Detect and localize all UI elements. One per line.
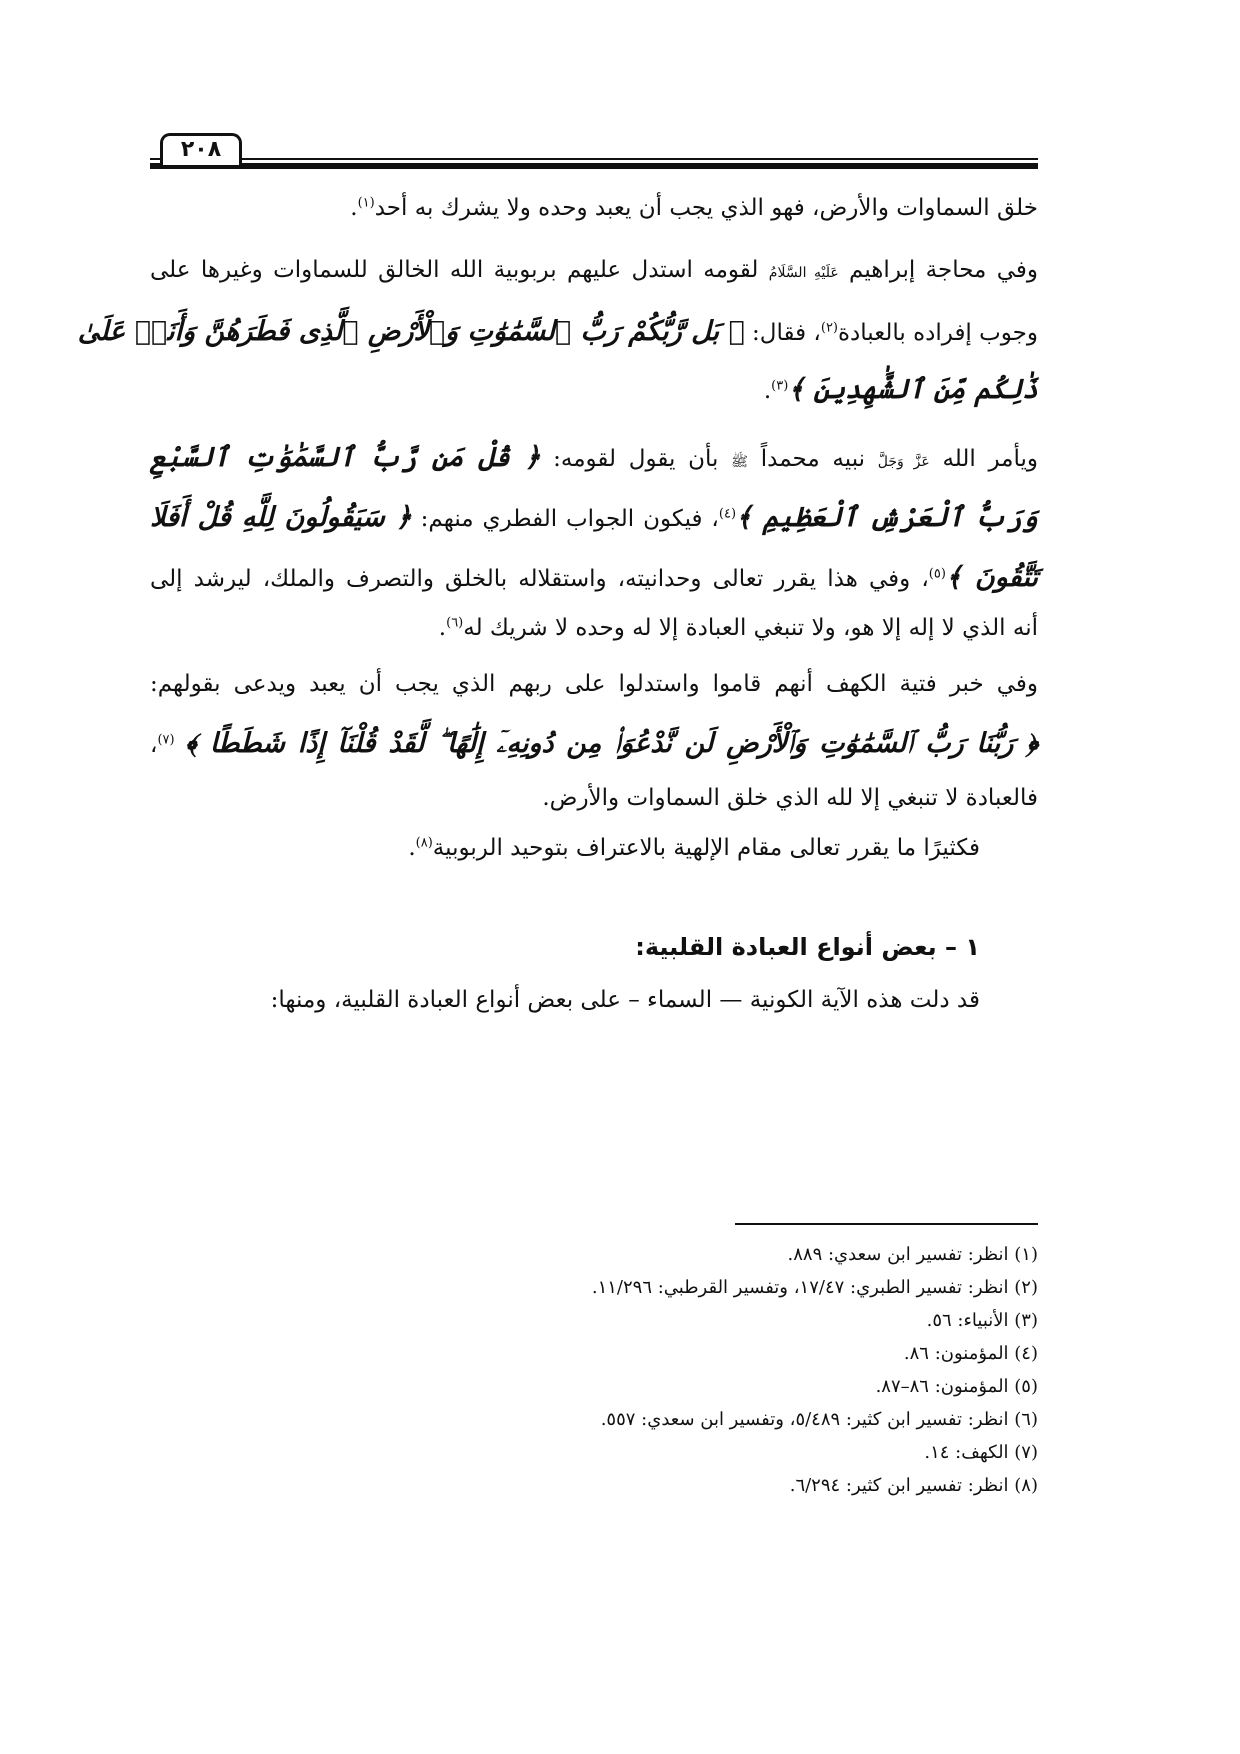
text-line: ذَٰلِكُم مِّنَ ٱلشَّٰهِدِينَ ﴾$^{(٣)}$.	[763, 374, 1038, 405]
header-rule-thick	[150, 163, 1038, 169]
quran-verse: ﴿ رَبُّنَا رَبُّ ٱلسَّمَٰوَٰتِ وَٱلْأَرْضِ لَن نَّدْعُوَا۟ مِن دُونِهِۦٓ إِلَٰهًا ۖ لَّقَدْ قُلْنَآ إِذًا شَطَطًا ﴾	[185, 728, 1039, 759]
quran-verse: ذَٰلِكُم مِّنَ ٱلشَّٰهِدِينَ ﴾	[788, 374, 1038, 405]
text-line: وفي محاجة إبراهيم عَلَيْهِ السَّلَامُ لقومه استدل عليهم بربوبية الله الخالق للسماوات وغيرها على	[150, 257, 1039, 283]
text-line: وفي خبر فتية الكهف أنهم قاموا واستدلوا على ربهم الذي يجب أن يعبد ويدعى بقولهم:	[150, 671, 1038, 697]
footnote-separator	[735, 1223, 1038, 1225]
text-line: قد دلت هذه الآية الكونية — السماء – على بعض أنواع العبادة القلبية، ومنها:	[270, 987, 980, 1013]
quran-verse: وَرَبُّ ٱلْعَرْشِ ٱلْعَظِيمِ ﴾	[736, 502, 1038, 533]
footnote-item: (٦) انظر: تفسير ابن كثير: ٥/٤٨٩، وتفسير ابن سعدي: ٥٥٧.	[600, 1409, 1038, 1430]
text-line: أنه الذي لا إله إلا هو، ولا تنبغي العبادة إلا له وحده لا شريك له$^{(٦)}$.	[438, 615, 1038, 641]
footnote-item: (٢) انظر: تفسير الطبري: ١٧/٤٧، وتفسير القرطبي: ١١/٢٩٦.	[591, 1277, 1038, 1298]
footnote-item: (١) انظر: تفسير ابن سعدي: ٨٨٩.	[787, 1244, 1038, 1265]
footnote-ref[interactable]: (٦)	[446, 615, 464, 631]
footnote-ref[interactable]: (٢)	[820, 320, 838, 336]
honorific: ﷺ	[731, 454, 749, 470]
text-line: تَتَّقُونَ ﴾$^{(٥)}$، وفي هذا يقرر تعالى وحدانيته، واستقلاله بالخلق والتصرف والملك، ليرشد إلى	[150, 562, 1038, 593]
footnote-ref[interactable]: (٤)	[718, 506, 737, 522]
footnote-item: (٧) الكهف: ١٤.	[924, 1442, 1038, 1463]
quran-verse: تَتَّقُونَ ﴾	[945, 562, 1038, 593]
footnote-ref[interactable]: (٣)	[771, 378, 789, 394]
text-line: فالعبادة لا تنبغي إلا لله الذي خلق السماوات والأرض.	[542, 785, 1038, 811]
text-line: ويأمر الله عَزَّ وَجَلَّ نبيه محمداً ﷺ بأن يقول لقومه: ﴿ قُلْ مَن رَّبُّ ٱلسَّمَٰوَٰتِ ٱلسَّبْعِ	[150, 442, 1039, 473]
quran-verse: ﴿ سَيَقُولُونَ لِلَّهِ قُلْ أَفَلَا	[150, 502, 412, 533]
honorific: عَزَّ وَجَلَّ	[877, 454, 930, 470]
footnote-item: (٤) المؤمنون: ٨٦.	[903, 1343, 1038, 1364]
text-line: ﴿ رَبُّنَا رَبُّ ٱلسَّمَٰوَٰتِ وَٱلْأَرْضِ لَن نَّدْعُوَا۟ مِن دُونِهِۦٓ إِلَٰهًا ۖ لَّقَدْ قُلْنَآ إِذًا شَطَطًا ﴾ $^{(٧)}$،	[150, 728, 1039, 759]
footnote-item: (٣) الأنبياء: ٥٦.	[926, 1310, 1038, 1331]
footnote-ref[interactable]: (٥)	[928, 566, 946, 582]
footnote-ref[interactable]: (٨)	[415, 835, 433, 851]
text-line: وجوب إفراده بالعبادة$^{(٢)}$، فقال: ﴿ بَل رَّبُّكُمْ رَبُّ ٱلسَّمَٰوَٰتِ وَٱلْأَرْضِ ٱلَّذِى فَطَرَهُنَّ وَأَنَا۠ عَلَىٰ	[77, 316, 1038, 347]
text-line: وَرَبُّ ٱلْعَرْشِ ٱلْعَظِيمِ ﴾$^{(٤)}$، فيكون الجواب الفطري منهم: ﴿ سَيَقُولُونَ لِلَّهِ قُلْ أَفَلَا	[150, 502, 1038, 533]
header-rule-thin	[150, 158, 1038, 160]
footnote-ref[interactable]: (١)	[357, 195, 375, 211]
page-number: ٢٠٨	[160, 133, 242, 165]
footnote-item: (٨) انظر: تفسير ابن كثير: ٦/٢٩٤.	[789, 1475, 1038, 1496]
quran-verse: ﴿ قُلْ مَن رَّبُّ ٱلسَّمَٰوَٰتِ ٱلسَّبْعِ	[150, 442, 541, 473]
honorific: عَلَيْهِ السَّلَامُ	[768, 265, 839, 281]
quran-verse: ﴿ بَل رَّبُّكُمْ رَبُّ ٱلسَّمَٰوَٰتِ وَٱلْأَرْضِ ٱلَّذِى فَطَرَهُنَّ وَأَنَا۠ عَلَىٰ	[77, 316, 745, 347]
section-heading: ١ – بعض أنواع العبادة القلبية:	[635, 933, 980, 961]
text-line: خلق السماوات والأرض، فهو الذي يجب أن يعبد وحده ولا يشرك به أحد$^{(١)}$.	[350, 195, 1038, 221]
text-line: فكثيرًا ما يقرر تعالى مقام الإلهية بالاعتراف بتوحيد الربوبية$^{(٨)}$.	[408, 835, 980, 861]
footnote-item: (٥) المؤمنون: ٨٦–٨٧.	[875, 1376, 1038, 1397]
footnote-ref[interactable]: (٧)	[157, 732, 175, 748]
